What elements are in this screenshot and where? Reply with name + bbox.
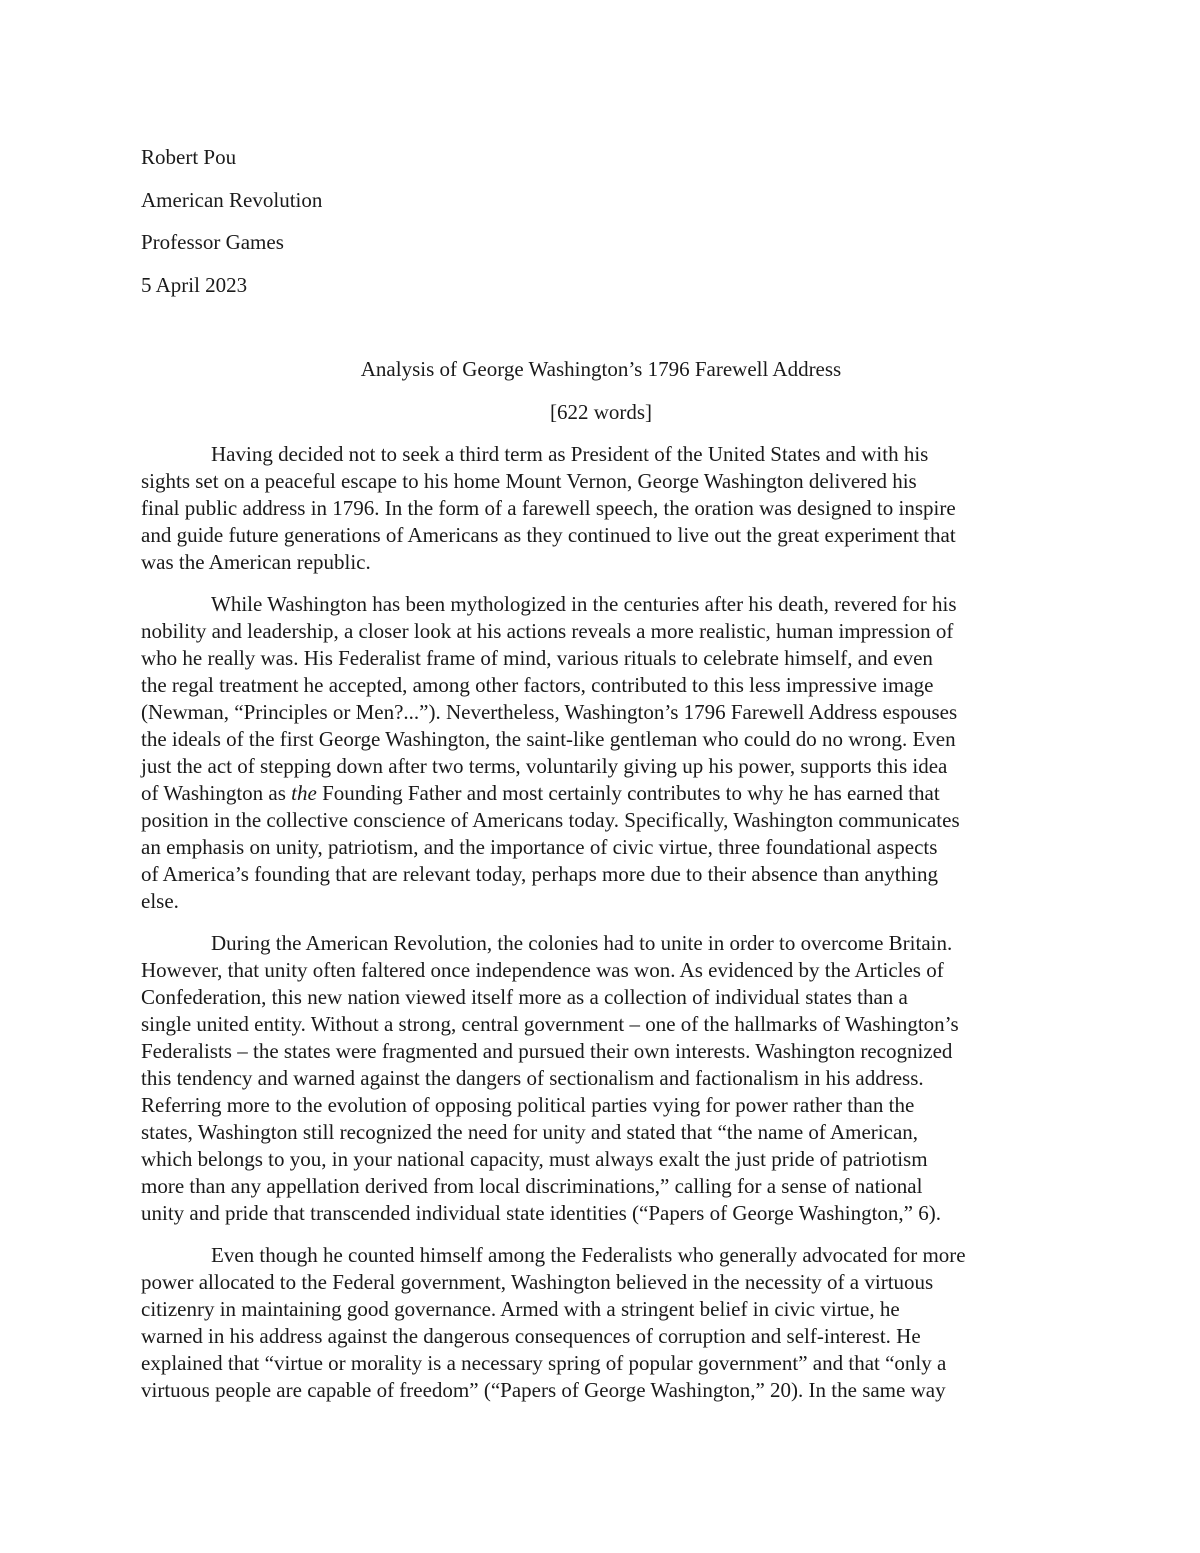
- text-line: However, that unity often faltered once independence was won. As evidenced by the Articles of: [141, 958, 944, 982]
- text-line: final public address in 1796. In the form of a farewell speech, the oration was designed to inspire: [141, 496, 956, 520]
- header-block: [141, 143, 1061, 313]
- text-line: of America’s founding that are relevant today, perhaps more due to their absence than anything: [141, 862, 938, 886]
- text-line: more than any appellation derived from local discriminations,” calling for a sense of national: [141, 1174, 923, 1198]
- text-line: sights set on a peaceful escape to his home Mount Vernon, George Washington delivered his: [141, 469, 917, 493]
- text-segment: of Washington as: [141, 781, 292, 805]
- paragraph-3: [141, 930, 1061, 1227]
- text-line: Federalists – the states were fragmented and pursued their own interests. Washington recognized: [141, 1039, 953, 1063]
- text-line: the regal treatment he accepted, among other factors, contributed to this less impressive image: [141, 673, 934, 697]
- text-line: was the American republic.: [141, 550, 371, 574]
- course-name: American Revolution: [141, 187, 323, 212]
- text-line: else.: [141, 889, 179, 913]
- essay-body: [141, 441, 1061, 1419]
- word-count: [622 words]: [549, 400, 653, 424]
- text-line: and guide future generations of Americans as they continued to live out the great experiment that: [141, 523, 956, 547]
- text-line: During the American Revolution, the colonies had to unite in order to overcome Britain.: [211, 931, 953, 955]
- text-line: [141, 780, 1061, 807]
- text-line: warned in his address against the dangerous consequences of corruption and self-interest. He: [141, 1324, 921, 1348]
- paragraph-1: [141, 441, 1061, 576]
- text-line: this tendency and warned against the dangers of sectionalism and factionalism in his address.: [141, 1066, 924, 1090]
- paragraph-2: [141, 591, 1061, 915]
- text-line: While Washington has been mythologized in the centuries after his death, revered for his: [211, 592, 957, 616]
- text-line: an emphasis on unity, patriotism, and the importance of civic virtue, three foundational aspects: [141, 835, 938, 859]
- emphasized-word: the: [291, 781, 317, 805]
- text-line: Having decided not to seek a third term as President of the United States and with his: [211, 442, 929, 466]
- paragraph-4: [141, 1242, 1061, 1404]
- professor-name: Professor Games: [141, 230, 284, 254]
- text-line: virtuous people are capable of freedom” (“Papers of George Washington,” 20). In the same way: [141, 1378, 946, 1402]
- text-line: citizenry in maintaining good governance. Armed with a stringent belief in civic virtue, he: [141, 1297, 900, 1321]
- author-name: Robert Pou: [141, 145, 237, 169]
- text-line: just the act of stepping down after two terms, voluntarily giving up his power, supports this idea: [141, 754, 948, 778]
- text-line: explained that “virtue or morality is a necessary spring of popular government” and that “only a: [141, 1351, 947, 1375]
- text-segment: Founding Father and most certainly contributes to why he has earned that: [322, 781, 940, 805]
- text-line: position in the collective conscience of Americans today. Specifically, Washington communicates: [141, 808, 960, 832]
- text-line: which belongs to you, in your national capacity, must always exalt the just pride of patriotism: [141, 1147, 928, 1171]
- text-line: Confederation, this new nation viewed itself more as a collection of individual states than a: [141, 985, 908, 1009]
- text-line: single united entity. Without a strong, central government – one of the hallmarks of Washington’s: [141, 1012, 959, 1036]
- text-line: the ideals of the first George Washington, the saint-like gentleman who could do no wrong. Even: [141, 727, 956, 751]
- text-line: Referring more to the evolution of opposing political parties vying for power rather than the: [141, 1093, 915, 1117]
- text-line: unity and pride that transcended individual state identities (“Papers of George Washington,” 6).: [141, 1201, 941, 1225]
- text-line: power allocated to the Federal government, Washington believed in the necessity of a virtuous: [141, 1270, 934, 1294]
- text-line: Even though he counted himself among the Federalists who generally advocated for more: [211, 1243, 966, 1267]
- date: 5 April 2023: [141, 272, 248, 297]
- text-line: (Newman, “Principles or Men?...”). Nevertheless, Washington’s 1796 Farewell Address espouses: [141, 700, 958, 724]
- text-line: states, Washington still recognized the need for unity and stated that “the name of American,: [141, 1120, 919, 1144]
- text-line: who he really was. His Federalist frame of mind, various rituals to celebrate himself, and even: [141, 646, 933, 670]
- essay-title: Analysis of George Washington’s 1796 Farewell Address: [360, 357, 842, 381]
- text-line: nobility and leadership, a closer look at his actions reveals a more realistic, human impression of: [141, 619, 954, 643]
